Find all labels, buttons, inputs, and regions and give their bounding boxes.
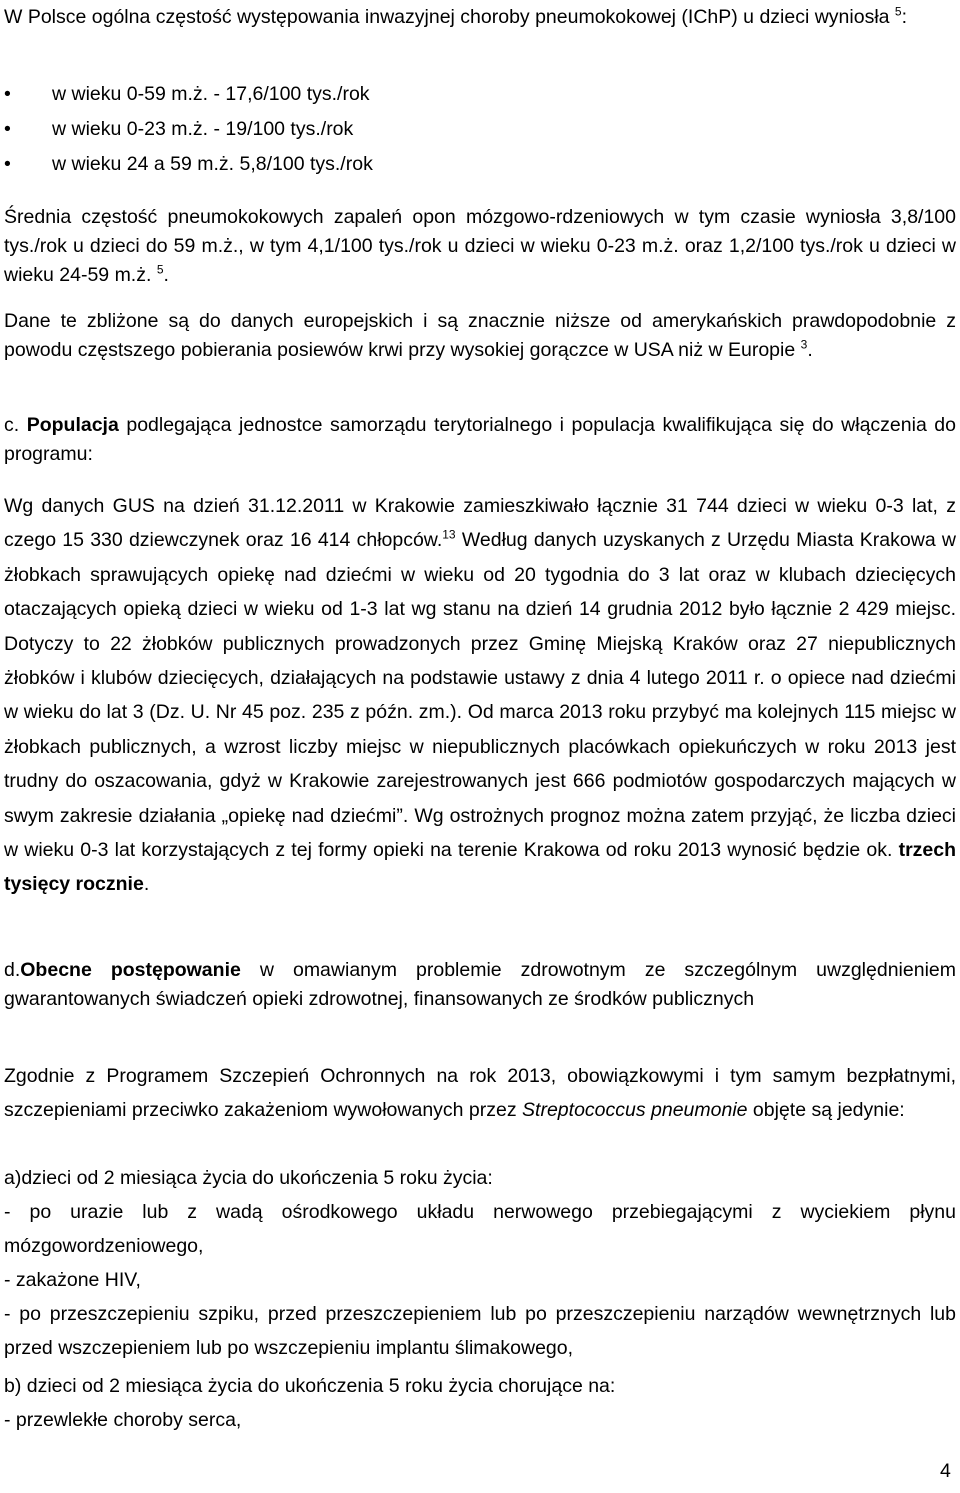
gus-paragraph [4,489,956,902]
gus-bold: trzech tysięcy rocznie [4,839,957,896]
footnote-ref: 5 [894,4,902,19]
footnote-ref: 3 [800,337,808,352]
bullet-text: w wieku 0-23 m.ż. - 19/100 tys./rok [52,118,354,140]
dane-text: Dane te zbliżone są do danych europejskich i są znacznie niższe od amerykańskich prawdopodobnie z powodu częstszego pobierania posiewów krwi przy wysokiej gorączce w USA niż w Europie [4,310,956,361]
intro-text: W Polsce ogólna częstość występowania inwazyjnej choroby pneumokokowej (IChP) u dzieci wyniosła [4,6,890,28]
zgodnie-tail: objęte są jedynie: [747,1099,905,1121]
bullet-icon: • [4,83,11,105]
dane-tail: . [807,339,813,361]
dane-paragraph [4,307,956,365]
srednia-paragraph [4,203,956,290]
species-name: Streptococcus pneumonie [522,1099,748,1121]
bullet-text: w wieku 0-59 m.ż. - 17,6/100 tys./rok [52,83,370,105]
gus-tail: . [143,873,150,896]
footnote-ref: 13 [442,527,456,542]
page-number: 4 [940,1460,951,1482]
srednia-text: Średnia częstość pneumokokowych zapaleń opon mózgowo-rdzeniowych w tym czasie wyniosła 3,8/100 tys./rok u dzieci do 59 m.ż., w tym 4,1/100 tys./rok u dzieci w wieku 0-23 m.ż. oraz 1,2/100 tys./rok u dzieci w wieku 24-59 m.ż. [4,206,956,286]
bullet-icon: • [4,118,11,140]
bullet-text: w wieku 24 a 59 m.ż. 5,8/100 tys./rok [52,153,373,175]
intro-tail: : [901,6,908,28]
section-title-bold: Populacja [26,414,119,436]
section-c-heading [4,411,956,469]
zgodnie-paragraph [4,1059,956,1127]
bullet-item [4,77,370,111]
bullet-item [4,147,373,181]
section-label: d. [4,959,21,981]
gus-text-1: Wg danych GUS na dzień 31.12.2011 w Krakowie zamieszkiwało łącznie 31 744 dzieci w wieku 0-3 lat, z czego 15 330 dziewczynek oraz 16 414 chłopców. [4,495,956,552]
section-title-bold: Obecne postępowanie [20,959,241,981]
section-label: c. [4,414,20,436]
gus-text-2: Według danych uzyskanych z Urzędu Miasta Krakowa w żłobkach sprawujących opiekę nad dziećmi w wieku od 20 tygodnia do 3 lat oraz w klubach dziecięcych otaczających opieką dzieci w wieku od 1-3 lat wg stanu na dzień 14 grudnia 2012 było łącznie 2 429 miejsc. Dotyczy to 22 żłobków publicznych prowadzonych przez Gminę Miejską Kraków oraz 27 niepublicznych żłobków i klubów dziecięcych, działających na podstawie ustawy z dnia 4 lutego 2011 r. o opiece nad dziećmi w wieku do lat 3 (Dz. U. Nr 45 poz. 235 z późn. zm.). Od marca 2013 roku przybyć ma kolejnych 115 miejsc w żłobkach publicznych, a wzrost liczby miejsc w niepublicznych placówkach opiekuńczych w roku 2013 jest trudny do oszacowania, gdyż w Krakowie zarejestrowanych jest 666 podmiotów gospodarczych mających w swym zakresie działania „opiekę nad dziećmi”. Wg ostrożnych prognoz można zatem przyjąć, że liczba dzieci w wieku 0-3 lat korzystających z tej formy opieki na terenie Krakowa od roku 2013 wynosić będzie ok. [4,529,956,862]
srednia-tail: . [163,264,169,286]
bullet-item [4,112,353,146]
intro-paragraph [4,0,956,34]
group-a-item: - po urazie lub z wadą ośrodkowego układu nerwowego przebiegającymi z wyciekiem płynu mózgowordzeniowego, [4,1201,956,1257]
bullet-icon: • [4,153,11,175]
footnote-ref: 5 [156,262,164,277]
group-a-item: - po przeszczepieniu szpiku, przed przeszczepieniem lub po przeszczepieniu narządów wewnętrznych lub przed wszczepieniem lub po wszczepieniu implantu ślimakowego, [4,1303,956,1359]
group-b-heading: b) dzieci od 2 miesiąca życia do ukończenia 5 roku życia chorujące na: [4,1375,616,1397]
group-a-item: - zakażone HIV, [4,1269,141,1291]
section-text: w omawianym problemie zdrowotnym ze szczególnym uwzględnieniem gwarantowanych świadczeń opieki zdrowotnej, finansowanych ze środków publicznych [4,959,956,1010]
group-a-heading: a)dzieci od 2 miesiąca życia do ukończenia 5 roku życia: [4,1167,493,1189]
group-b-item: - przewlekłe choroby serca, [4,1409,242,1431]
section-text: podlegająca jednostce samorządu terytorialnego i populacja kwalifikująca się do włączenia do programu: [4,414,956,465]
zgodnie-text: Zgodnie z Programem Szczepień Ochronnych na rok 2013, obowiązkowymi i tym samym bezpłatnymi, szczepieniami przeciwko zakażeniom wywołowanych przez [4,1065,956,1121]
section-d-heading [4,956,956,1014]
